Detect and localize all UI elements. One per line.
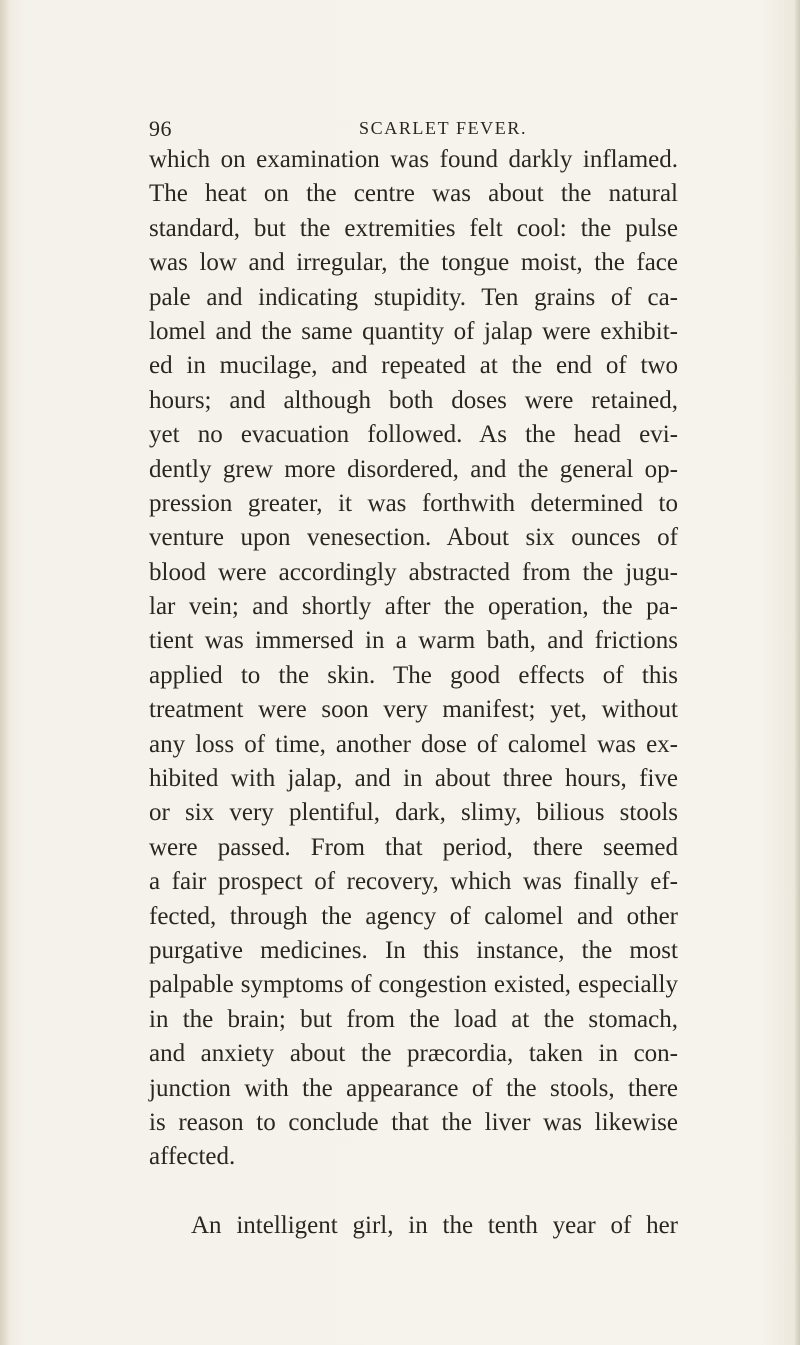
text-line: any loss of time, another dose of calomel was ex-	[149, 730, 678, 758]
text-line: or six very plentiful, dark, slimy, bilious stools	[149, 799, 678, 827]
text-line: pale and indicating stupidity. Ten grains of ca-	[149, 283, 678, 311]
page-header	[149, 116, 669, 146]
text-line: palpable symptoms of congestion existed, especially	[149, 971, 678, 999]
text-line: is reason to conclude that the liver was likewise	[149, 1108, 678, 1136]
text-line: tient was immersed in a warm bath, and frictions	[149, 627, 678, 655]
text-line: fected, through the agency of calomel and other	[149, 902, 678, 930]
paragraph	[149, 1209, 678, 1243]
page-number: 96	[149, 116, 172, 141]
text-line: pression greater, it was forthwith determined to	[149, 489, 678, 517]
text-line: ed in mucilage, and repeated at the end of two	[149, 352, 678, 380]
text-line: was low and irregular, the tongue moist, the face	[149, 249, 678, 277]
running-head: SCARLET FEVER.	[359, 118, 528, 138]
text-line: affected.	[149, 1143, 236, 1171]
text-line: a fair prospect of recovery, which was finally ef-	[149, 868, 678, 896]
text-line: standard, but the extremities felt cool: the pulse	[149, 214, 678, 242]
text-line: junction with the appearance of the stools, there	[149, 1074, 678, 1102]
text-line: lar vein; and shortly after the operation, the pa-	[149, 593, 678, 621]
text-line: The heat on the centre was about the natural	[149, 180, 678, 208]
text-line: venture upon venesection. About six ounces of	[149, 524, 678, 552]
text-line: purgative medicines. In this instance, the most	[149, 936, 678, 964]
text-line: and anxiety about the præcordia, taken in con-	[149, 1040, 678, 1068]
text-line: dently grew more disordered, and the general op-	[149, 455, 678, 483]
paragraph	[149, 143, 678, 1175]
body-text	[149, 143, 678, 1243]
page-left-edge-shadow	[0, 0, 10, 1345]
text-line: applied to the skin. The good effects of this	[149, 661, 678, 689]
text-line: yet no evacuation followed. As the head evi-	[149, 421, 678, 449]
text-line: hours; and although both doses were retained,	[149, 386, 678, 414]
paragraph-gap	[149, 1175, 678, 1209]
text-line: blood were accordingly abstracted from the jugu-	[149, 558, 678, 586]
text-line: in the brain; but from the load at the stomach,	[149, 1005, 678, 1033]
text-line: An intelligent girl, in the tenth year of her	[191, 1211, 678, 1239]
page-right-edge-shadow	[794, 0, 800, 1345]
text-line: treatment were soon very manifest; yet, without	[149, 696, 678, 724]
text-line: hibited with jalap, and in about three hours, five	[149, 765, 678, 793]
text-line: were passed. From that period, there seemed	[149, 833, 678, 861]
text-line: which on examination was found darkly inflamed.	[149, 146, 678, 173]
text-line: lomel and the same quantity of jalap were exhibit-	[149, 317, 678, 345]
